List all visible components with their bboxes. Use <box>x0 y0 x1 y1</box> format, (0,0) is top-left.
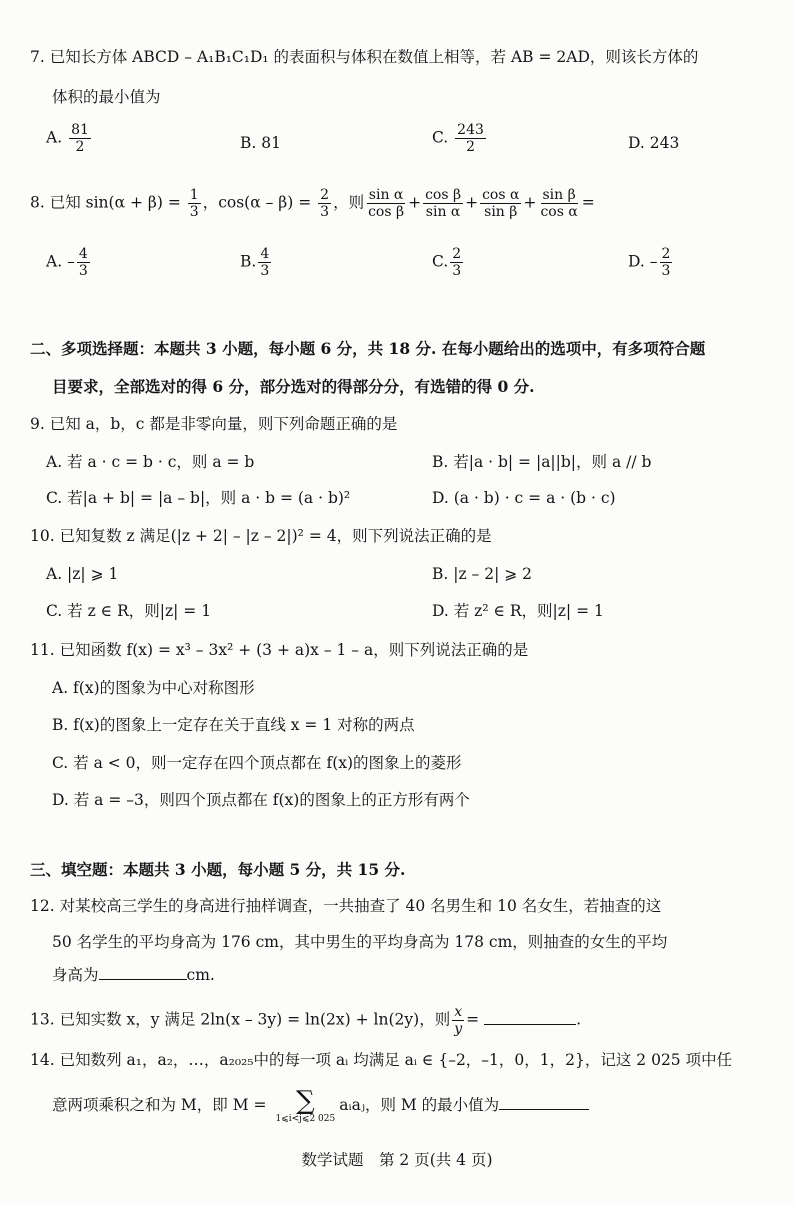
q12-line2: 50 名学生的平均身高为 176 cm，其中男生的平均身高为 178 cm，则抽查的女生的平均 <box>52 933 668 951</box>
q7-option-d: D. 243 <box>628 134 680 152</box>
q9-option-b: B. 若|a · b| = |a||b|，则 a // b <box>432 453 652 471</box>
q10-option-d: D. 若 z² ∈ R，则|z| = 1 <box>432 602 604 620</box>
q14-answer-blank[interactable] <box>499 1095 589 1110</box>
q7-stem-line1: 7. 已知长方体 ABCD – A₁B₁C₁D₁ 的表面积与体积在数值上相等，若 AB = 2AD，则该长方体的 <box>30 48 699 66</box>
q11-option-a: A. f(x)的图象为中心对称图形 <box>52 679 255 697</box>
q9-option-d: D. (a · b) · c = a · (b · c) <box>432 489 616 507</box>
q7-option-c: C. $\frac{243}{2}$ <box>432 122 484 155</box>
q12-answer-blank[interactable] <box>99 965 187 980</box>
q10-option-b: B. |z – 2| ⩾ 2 <box>432 565 533 583</box>
q11-option-b: B. f(x)的图象上一定存在关于直线 x = 1 对称的两点 <box>52 716 415 734</box>
q10-option-a: A. |z| ⩾ 1 <box>46 565 119 583</box>
q13-stem: 13. 已知实数 x，y 满足 2ln(x – 3y) = ln(2x) + ln(2y)，则 $\frac{x}{y}$ = . <box>30 1004 581 1037</box>
q12-line3: 身高为 cm. <box>52 966 215 984</box>
section2-heading-line2: 目要求，全部选对的得 6 分，部分选对的得部分分，有选错的得 0 分. <box>52 377 535 396</box>
q14-line1: 14. 已知数列 a₁，a₂，…，a₂₀₂₅中的每一项 aᵢ 均满足 aᵢ ∈ {–2，–1，0，1，2}，记这 2 025 项中任 <box>30 1051 733 1069</box>
q10-stem: 10. 已知复数 z 满足(|z + 2| – |z – 2|)² = 4，则下列说法正确的是 <box>30 527 492 545</box>
q14-line2: 意两项乘积之和为 M，即 M = ∑ 1⩽i<j⩽2 025 aᵢaⱼ，则 M 的最小值为 <box>52 1088 589 1124</box>
q8-option-b: B. $\frac{4}{3}$ <box>240 246 270 279</box>
q9-stem: 9. 已知 a，b，c 都是非零向量，则下列命题正确的是 <box>30 415 398 433</box>
q9-option-c: C. 若|a + b| = |a – b|，则 a · b = (a · b)² <box>46 489 351 507</box>
q12-line1: 12. 对某校高三学生的身高进行抽样调查，一共抽查了 40 名男生和 10 名女生，若抽查的这 <box>30 897 662 915</box>
summation-symbol: ∑ 1⩽i<j⩽2 025 <box>275 1086 336 1124</box>
q9-option-a: A. 若 a · c = b · c，则 a = b <box>46 453 255 471</box>
q8-option-d: D. – $\frac{2}{3}$ <box>628 246 671 279</box>
q8-stem: 8. 已知 sin(α + β) = $\frac{1}{3}$ ，cos(α – β) = $\frac{2}{3}$ ，则 $\frac{\text{sin α}}{\text{cos β}}$ + $\frac{\text{cos β}}{\text{sin α}}$ + $\frac{\text{cos α}}{\text{sin β}}$ + $\frac{\text{sin β}}{\text{cos α}}$ = <box>30 187 595 220</box>
q11-option-d: D. 若 a = –3，则四个顶点都在 f(x)的图象上的正方形有两个 <box>52 791 470 809</box>
section2-heading-line1: 二、多项选择题：本题共 3 小题，每小题 6 分，共 18 分. 在每小题给出的选项中，有多项符合题 <box>30 339 706 358</box>
q8-option-c: C. $\frac{2}{3}$ <box>432 246 462 279</box>
q7-option-a: A. $\frac{81}{2}$ <box>46 122 89 155</box>
q7-stem-line2: 体积的最小值为 <box>52 88 161 106</box>
q7-option-b: B. 81 <box>240 134 281 152</box>
q8-option-a: A. – $\frac{4}{3}$ <box>46 246 88 279</box>
q13-answer-blank[interactable] <box>484 1010 576 1025</box>
q11-option-c: C. 若 a < 0，则一定存在四个顶点都在 f(x)的图象上的菱形 <box>52 754 462 772</box>
page-footer: 数学试题 第 2 页(共 4 页) <box>301 1151 493 1169</box>
q10-option-c: C. 若 z ∈ R，则|z| = 1 <box>46 602 212 620</box>
q11-stem: 11. 已知函数 f(x) = x³ – 3x² + (3 + a)x – 1 – a，则下列说法正确的是 <box>30 641 529 659</box>
section3-heading: 三、填空题：本题共 3 小题，每小题 5 分，共 15 分. <box>30 860 406 879</box>
